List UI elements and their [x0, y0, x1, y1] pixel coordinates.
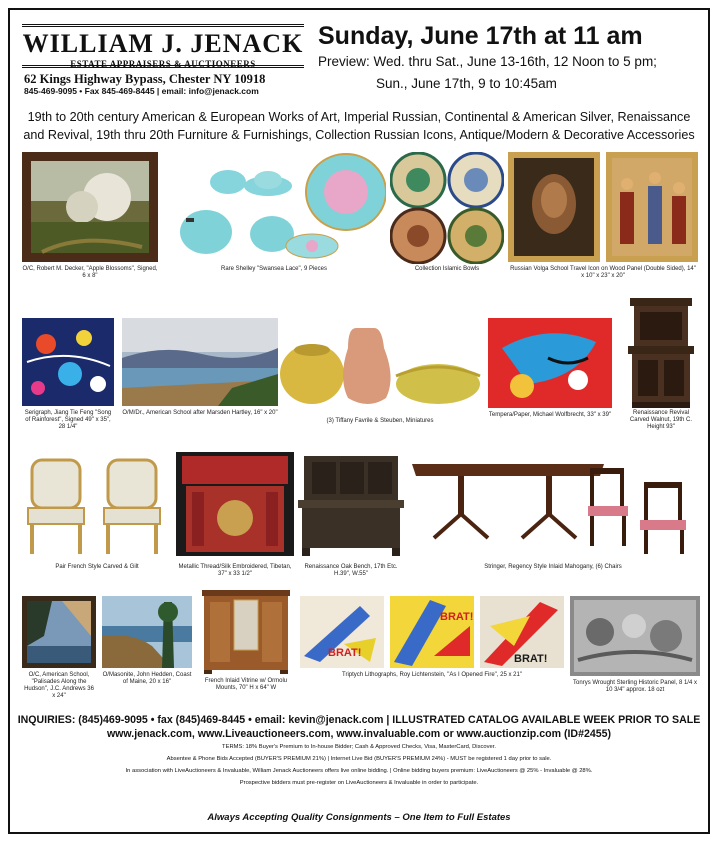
- item-renaissance-cabinet: [624, 298, 698, 444]
- coast-image: [102, 596, 192, 668]
- bench-image: [298, 452, 404, 556]
- item-caption: O/Masonite, John Hedden, Coast of Maine, 20 x 16": [102, 672, 192, 685]
- item-caption: Metallic Thread/Silk Embroidered, Tibetan, 37" x 33 1/2": [178, 564, 292, 577]
- triptych-word: BRAT!: [328, 647, 362, 659]
- item-hartley-painting: [122, 318, 278, 442]
- triptych-word: BRAT!: [514, 653, 548, 665]
- triptych-image: [300, 596, 564, 668]
- item-caption: Tonrys Wrought Sterling Historic Panel, 8 1/4 x 10 3/4" approx. 18 ozt: [573, 680, 697, 693]
- logo-subtitle: ESTATE APPRAISERS & AUCTIONEERS: [70, 59, 256, 69]
- serigraph-image: [22, 318, 114, 406]
- websites-line: www.jenack.com, www.Liveauctioneers.com, www.invaluable.com or www.auctionzip.com (ID#2455): [106, 728, 612, 740]
- item-caption: (3) Tiffany Favrile & Steuben, Miniatures: [326, 418, 434, 424]
- item-russian-icon: [508, 152, 698, 280]
- item-caption: Triptych Lithographs, Roy Lichtenstein, "As I Opened Fire", 25 x 21": [342, 672, 522, 678]
- item-regency-table: [408, 452, 698, 576]
- painting-image: [22, 152, 158, 262]
- item-caption: Tempera/Paper, Michael Wolfbrecht, 33" x 39": [488, 412, 612, 418]
- preregister-line: Prospective bidders must pre-register on LiveAuctioneers & Invaluable in order to participate.: [239, 780, 479, 786]
- triptych-word: BRAT!: [440, 611, 474, 623]
- item-caption: Pair French Style Carved & Gilt: [55, 564, 139, 570]
- embroidery-image: [176, 452, 294, 556]
- item-apple-blossoms: [22, 152, 158, 280]
- preview-line-2: Sun., June 17th, 9 to 10:45am: [376, 76, 557, 91]
- item-tibetan-embroidery: [176, 452, 294, 576]
- preview-line-1: Preview: Wed. thru Sat., June 13-16th, 12 Noon to 5 pm;: [318, 54, 657, 69]
- table-chairs-image: [408, 452, 698, 556]
- company-logo: [22, 24, 304, 68]
- china-image: [162, 152, 386, 264]
- consignment-tagline: Always Accepting Quality Consignments – One Item to Full Estates: [207, 812, 511, 823]
- item-caption: Renaissance Oak Bench, 17th Etc. H.39", W.55": [304, 564, 398, 577]
- item-caption: O/C, American School, "Palisades Along the Hudson", J.C. Andrews 36 x 24": [24, 672, 94, 699]
- item-caption: O/C, Robert M. Decker, "Apple Blossoms", Signed, 6 x 8": [22, 266, 158, 279]
- glass-image: [278, 318, 482, 414]
- palisades-image: [22, 596, 96, 668]
- tempera-image: [488, 318, 612, 408]
- item-lichtenstein-triptych: [300, 596, 564, 706]
- item-sterling-panel: [570, 596, 700, 706]
- item-oak-bench: [298, 452, 404, 576]
- online-bidding-line: In association with LiveAuctioneers & Invaluable, William Jenack Auctioneers offers live online bidding. | Online bidding buyers premium: LiveAuctioneers @ 25% - Invaluable @ 28%.: [125, 768, 593, 774]
- item-tiffany-glass: [278, 318, 482, 442]
- item-caption: French Inlaid Vitrine w/ Ormolu Mounts, 70" H x 64" W: [204, 678, 288, 691]
- item-caption: Stringer, Regency Style Inlaid Mahogany, (6) Chairs: [484, 564, 622, 570]
- terms-line: TERMS: 18% Buyer's Premium to In-house Bidder; Cash & Approved Checks, Visa, MasterCard, Discover.: [222, 744, 496, 750]
- cabinet-image: [624, 298, 698, 408]
- armchairs-image: [22, 452, 172, 558]
- item-serigraph: [22, 318, 114, 442]
- vitrine-image: [196, 590, 296, 674]
- company-contact: 845-469-9095 • Fax 845-469-8445 | email: info@jenack.com: [24, 86, 259, 96]
- icon-panel-image: [508, 152, 698, 262]
- item-caption: Collection Islamic Bowls: [414, 266, 480, 272]
- sterling-panel-image: [570, 596, 700, 676]
- item-french-vitrine: [196, 590, 296, 706]
- item-french-chairs: [22, 452, 172, 576]
- item-coast-of-maine: [102, 596, 192, 706]
- item-caption: Russian Volga School Travel Icon on Wood Panel (Double Sided), 14" x 10" x 23" x 20": [510, 266, 696, 279]
- bids-line: Absentee & Phone Bids Accepted (BUYER'S PREMIUM 21%) | Internet Live Bid (BUYER'S PREMIUM 24%) - MUST be registered 1 day prior to sale.: [166, 756, 552, 762]
- auction-description: 19th to 20th century American & European Works of Art, Imperial Russian, Continental & American Silver, Renaissance and Revival, 19th thru 20th Furniture & Furnishings, Collection Russian Icons, Antique/Modern & Decorative Accessories: [23, 110, 695, 142]
- item-palisades-painting: [22, 596, 96, 706]
- item-caption: O/M/Dr., American School after Marsden Hartley, 16" x 20": [122, 410, 278, 416]
- item-tempera: [488, 318, 612, 442]
- logo-name: WILLIAM J. JENACK: [22, 29, 304, 58]
- item-islamic-bowls: [390, 152, 504, 280]
- company-address: 62 Kings Highway Bypass, Chester NY 10918: [24, 72, 266, 86]
- item-shelley-china: [162, 152, 386, 280]
- landscape-image: [122, 318, 278, 406]
- inquiries-line: INQUIRIES: (845)469-9095 • fax (845)469-8445 • email: kevin@jenack.com | ILLUSTRATED CATALOG AVAILABLE WEEK PRIOR TO SALE: [17, 714, 701, 726]
- item-caption: Renaissance Revival Carved Walnut, 19th C. Height 93": [629, 410, 693, 430]
- item-caption: Rare Shelley "Swansea Lace", 9 Pieces: [221, 266, 327, 272]
- item-caption: Serigraph, Jiang Tie Feng "Song of Rainforest", Signed 49" x 35", 28 1/4": [24, 410, 112, 430]
- bowls-image: [390, 152, 504, 264]
- auction-headline: Sunday, June 17th at 11 am: [318, 22, 643, 50]
